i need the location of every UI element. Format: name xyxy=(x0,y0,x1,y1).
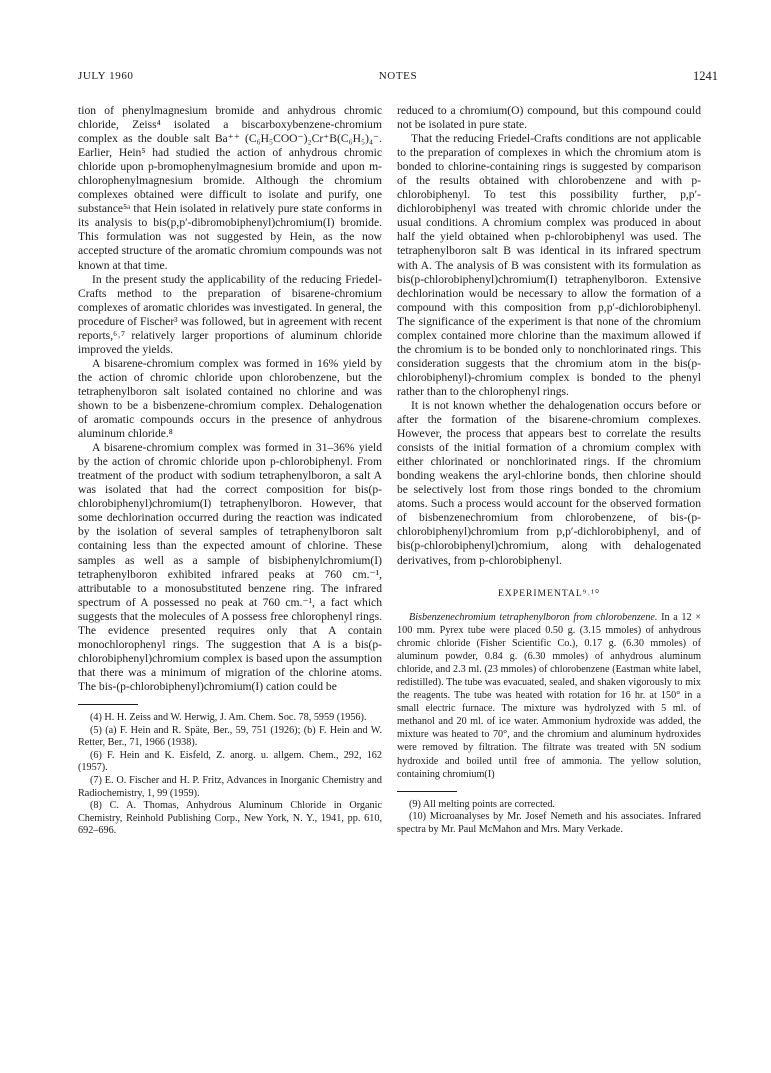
paragraph: It is not known whether the dehalogenation occurs before or after the formation of the bisarene-chromium complexes. However, the process that appears best to correlate the results consists of the initial formation of a chromium complex with either chlorinated or nonchlorinated rings. If the chromium bonding weakens the aryl-chlorine bonds, then chlorine should be selectively lost from those rings bonded to the chromium atoms. Such a process would account for the observed formation of bisbenzenechromium from chlorobenzene, of bis-(p-chlorobiphenyl)chromium from p,p′-dichlorobiphenyl, and of bis(p-chlorobiphenyl)chromium, along with dehalogenated derivatives, from p-chlorobiphenyl. xyxy=(397,398,701,567)
footnote-rule xyxy=(397,791,457,792)
left-footnotes xyxy=(78,712,382,838)
page-number: 1241 xyxy=(693,69,718,83)
paragraph: A bisarene-chromium complex was formed in 16% yield by the action of chromic chloride upon chlorobenzene, but the tetraphenylboron salt isolated contained no chlorine and was shown to be a bisbenzene-chromium complex. Dehalogenation of aromatic compounds occurs in the presence of anhydrous aluminum chloride.⁸ xyxy=(78,356,382,441)
experimental-paragraph xyxy=(397,611,701,781)
paragraph: A bisarene-chromium complex was formed in 31–36% yield by the action of chromic chloride upon p-chlorobiphenyl. From treatment of the product with sodium tetraphenylboron, a salt A was isolated that had the correct composition for bis(p-chlorobiphenyl)chromium(I) tetraphenylboron. However, that some dechlorination occurred during the reaction was indicated by the isolation of several samples of tetraphenylboron salt containing less than the expected amount of chlorine. These samples as well as a sample of bisbiphenylchromium(I) tetraphenylboron exhibited infrared peaks at 760 cm.⁻¹, attributable to a monosubstituted benzene ring. The infrared spectrum of A possessed no peak at 760 cm.⁻¹, a fact which suggests that the molecules of A possess free chlorophenyl rings. The evidence presented requires only that A contain monochlorophenyl rings. The suggestion that A is a bis(p-chlorobiphenyl)chromium complex is based upon the assumption that there was a minimum of migration of the chlorine atoms. The bis-(p-chlorobiphenyl)chromium(I) cation could be xyxy=(78,441,382,693)
paragraph: That the reducing Friedel-Crafts conditions are not applicable to the preparation of complexes in which the chromium atom is bonded to chlorine-containing rings is suggested by comparison of the results obtained with chlorobenzene and with p-chlorobiphenyl. To test this possibility further, p,p′-dichlorobiphenyl was treated with chromic chloride under the usual conditions. A chromium complex was produced in about half the yield obtained when p-chlorobiphenyl was used. The tetraphenylboron salt B was identical in its infrared spectrum with A. The analysis of B was consistent with its formulation as bis(p-chlorobiphenyl)chromium(I) tetraphenylboron. Extensive dechlorination would be necessary to allow the formation of a compound with this composition from p,p′-dichlorobiphenyl. The significance of the experiment is that none of the chromium complex contained more chlorine than the maximum allowed if the chromium is to be bonded only to nonchlorinated rings. This consideration suggests that the chromium atom in the bis(p-chlorobiphenyl)-chromium complex is bonded to the phenyl rather than to the chlorophenyl rings. xyxy=(397,132,701,398)
footnote: (7) E. O. Fischer and H. P. Fritz, Advances in Inorganic Chemistry and Radiochemistry, 1, 99 (1959). xyxy=(78,774,382,799)
footnote: (6) F. Hein and K. Eisfeld, Z. anorg. u. allgem. Chem., 292, 162 (1957). xyxy=(78,749,382,774)
footnote-rule xyxy=(78,704,138,705)
right-column xyxy=(397,104,701,837)
footnote: (9) All melting points are corrected. xyxy=(409,798,555,810)
right-footnotes xyxy=(397,799,701,837)
paragraph: In the present study the applicability of the reducing Friedel-Crafts method to the preparation of bisarene-chromium complexes of aromatic chlorides was investigated. In general, the procedure of Fischer³ was followed, but in agreement with recent reports,⁶˒⁷ relatively larger proportions of aluminum chloride improved the yields. xyxy=(78,272,382,356)
header-section: NOTES xyxy=(378,70,418,82)
paragraph: tion of phenylmagnesium bromide and anhydrous chromic chloride, Zeiss⁴ isolated a biscarboxybenzene-chromium complex as the double salt Ba⁺⁺ (C₆H₅COO⁻)₂Cr⁺B(C₆H₅)₄⁻. Earlier, Hein⁵ had studied the action of anhydrous chromic chloride upon p-bromophenylmagnesium bromide and upon m-chlorophenylmagnesium bromide. Although the chromium complexes obtained were difficult to isolate and purify, one substance⁵ᵃ that Hein isolated in relatively pure state conforms in its analysis to bis(p,p′-dibromobiphenyl)chromium(I) bromide. This formulation was not suggested by Hein, as the now accepted structure of the aromatic chromium compounds was not known at that time. xyxy=(78,104,382,272)
left-column xyxy=(78,104,382,838)
footnote: (10) Microanalyses by Mr. Josef Nemeth and his associates. Infrared spectra by Mr. Paul McMahon and Mrs. Mary Verkade. xyxy=(397,811,701,835)
procedure-title: Bisbenzenechromium tetraphenylboron from chlorobenzene. xyxy=(409,611,658,623)
running-header xyxy=(78,70,718,86)
procedure-text: In a 12 × 100 mm. Pyrex tube were placed 0.50 g. (3.15 mmoles) of anhydrous chromic chloride (Fisher Scientific Co.), 0.17 g. (6.30 mmoles) of aluminum powder, 0.84 g. (6.30 mmoles) of anhydrous aluminum chloride, and 2.3 ml. (23 mmoles) of chlorobenzene (Eastman white label, redistilled). The tube was evacuated, sealed, and shaken vigorously to mix the reagents. The tube was heated with rotation for 16 hr. at 150° in a small electric furnace. The mixture was hydrolyzed with 5 ml. of methanol and 20 ml. of ice water. Ammonium hydroxide was added, the mixture was heated to 70°, and the chromium and aluminum hydroxides were removed by filtration. The filtrate was treated with 5N sodium hydroxide and boiled until free of ammonia. The yellow solution, containing chromium(I) xyxy=(397,611,701,780)
footnote: (4) H. H. Zeiss and W. Herwig, J. Am. Chem. Soc. 78, 5959 (1956). xyxy=(90,711,367,723)
header-date: JULY 1960 xyxy=(78,70,134,82)
left-body xyxy=(78,104,382,694)
paragraph: reduced to a chromium(O) compound, but this compound could not be isolated in pure state. xyxy=(397,104,701,132)
section-heading-experimental: EXPERIMENTAL⁹˒¹⁰ xyxy=(497,587,601,599)
right-body xyxy=(397,104,701,568)
footnote: (5) (a) F. Hein and R. Späte, Ber., 59, 751 (1926); (b) F. Hein and W. Retter, Ber., 71, 1966 (1938). xyxy=(78,724,382,749)
experimental-body xyxy=(397,611,701,781)
footnote: (8) C. A. Thomas, Anhydrous Aluminum Chloride in Organic Chemistry, Reinhold Publishing Corp., New York, N. Y., 1941, pp. 610, 692–696. xyxy=(78,800,382,837)
